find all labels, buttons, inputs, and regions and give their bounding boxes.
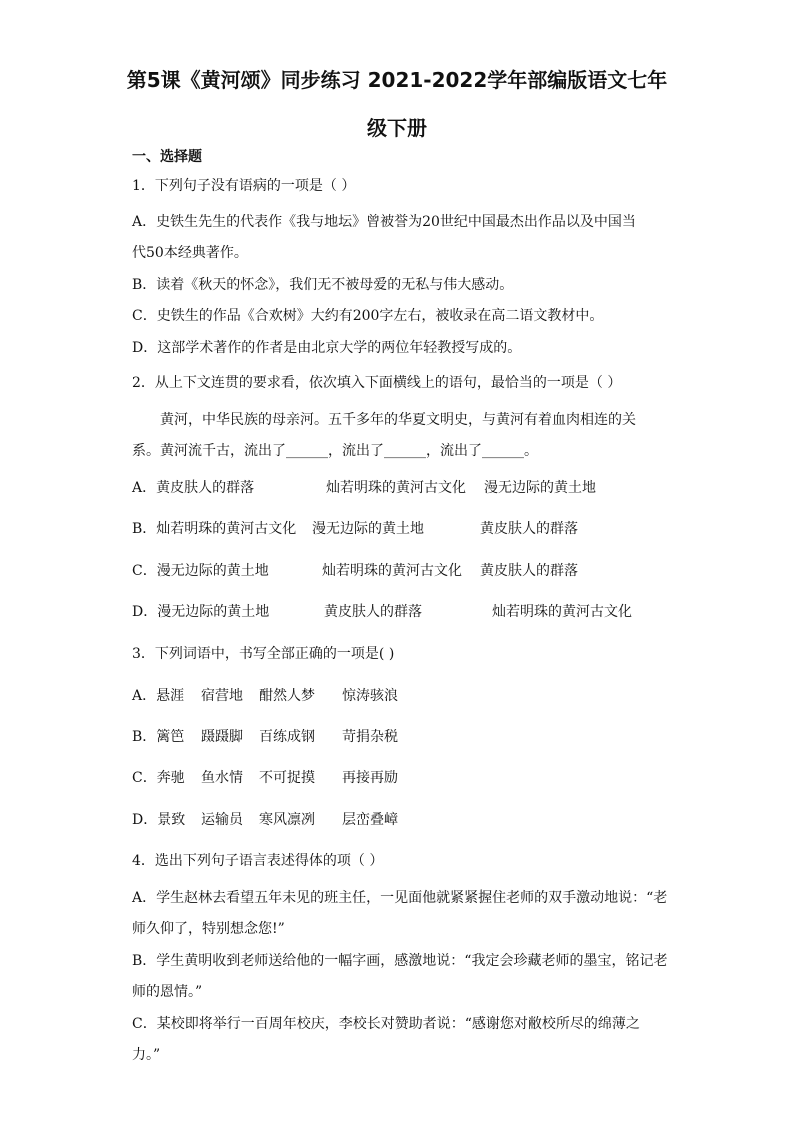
q3-option-b-word3: 百练成钢 <box>259 729 315 745</box>
q2-option-c-item3: 黄皮肤人的群落 <box>480 563 578 579</box>
q4-option-b-cont: 师的恩情。” <box>132 984 203 1000</box>
q4-option-c-cont: 力。” <box>132 1047 161 1063</box>
q1-option-a-cont: 代50本经典著作。 <box>132 245 248 261</box>
q2-option-d-item2: 黄皮肤人的群落 <box>324 604 422 620</box>
q4-option-c: C．某校即将举行一百周年校庆，李校长对赞助者说：“感谢您对敝校所尽的绵薄之 <box>132 1016 640 1032</box>
q3-option-d-word2: 运输员 <box>201 812 243 828</box>
q3-option-a-word4: 惊涛骇浪 <box>342 688 398 704</box>
q3-option-d-word1: D．景致 <box>132 812 186 828</box>
q3-option-c-word3: 不可捉摸 <box>259 770 315 786</box>
q2-option-d-label: D．漫无边际的黄土地 <box>132 604 270 620</box>
q3-option-c-word4: 再接再励 <box>342 770 398 786</box>
q4-option-b: B．学生黄明收到老师送给他的一幅字画，感激地说：“我定会珍藏老师的墨宝，铭记老 <box>132 953 668 969</box>
q1-stem: 1．下列句子没有语病的一项是（ ） <box>132 178 356 194</box>
q4-option-a: A．学生赵林去看望五年未见的班主任，一见面他就紧紧握住老师的双手激动地说：“老 <box>132 890 668 906</box>
q2-option-b-item3: 黄皮肤人的群落 <box>480 521 578 537</box>
q2-stem: 2．从上下文连贯的要求看，依次填入下面横线上的语句，最恰当的一项是（ ） <box>132 375 622 391</box>
q3-option-b-word1: B．篱笆 <box>132 729 185 745</box>
q3-option-d-word4: 层峦叠嶂 <box>342 812 398 828</box>
q2-option-b-item2: 漫无边际的黄土地 <box>312 521 424 537</box>
q3-option-b-word4: 苛捐杂税 <box>342 729 398 745</box>
q1-option-a: A．史铁生先生的代表作《我与地坛》曾被誉为20世纪中国最杰出作品以及中国当 <box>132 214 636 230</box>
q2-option-a-label: A．黄皮肤人的群落 <box>132 480 255 496</box>
q4-option-a-cont: 师久仰了，特别想念您!” <box>132 921 285 937</box>
q3-stem: 3．下列词语中，书写全部正确的一项是( ) <box>132 646 395 662</box>
q1-option-b: B．读着《秋天的怀念》，我们无不被母爱的无私与伟大感动。 <box>132 277 514 293</box>
q3-option-c-word2: 鱼水情 <box>201 770 243 786</box>
q2-option-a-item3: 漫无边际的黄土地 <box>484 480 596 496</box>
q2-option-a-item2: 灿若明珠的黄河古文化 <box>326 480 466 496</box>
q2-option-b-label: B．灿若明珠的黄河古文化 <box>132 521 297 537</box>
page-title-continued: 级下册 <box>367 116 427 140</box>
section-heading: 一、选择题 <box>132 149 202 165</box>
q2-option-c-item2: 灿若明珠的黄河古文化 <box>322 563 462 579</box>
q3-option-d-word3: 寒风凛冽 <box>259 812 315 828</box>
q3-option-a-word3: 酣然人梦 <box>259 688 315 704</box>
q3-option-a-word1: A．悬涯 <box>132 688 185 704</box>
q1-option-c: C．史铁生的作品《合欢树》大约有200字左右，被收录在高二语文教材中。 <box>132 308 604 324</box>
q2-passage: 黄河，中华民族的母亲河。五千多年的华夏文明史，与黄河有着血肉相连的关 <box>160 412 636 428</box>
page-title: 第5课《黄河颂》同步练习 2021-2022学年部编版语文七年 <box>126 68 668 92</box>
q1-option-d: D．这部学术著作的作者是由北京大学的两位年轻教授写成的。 <box>132 340 522 356</box>
q3-option-c-word1: C．奔驰 <box>132 770 185 786</box>
q3-option-b-word2: 蹑蹑脚 <box>201 729 243 745</box>
q4-stem: 4．选出下列句子语言表述得体的项（ ） <box>132 853 384 869</box>
q2-passage-cont: 系。黄河流千古，流出了______，流出了______，流出了______。 <box>132 443 538 459</box>
q2-option-d-item3: 灿若明珠的黄河古文化 <box>492 604 632 620</box>
q2-option-c-label: C．漫无边际的黄土地 <box>132 563 269 579</box>
q3-option-a-word2: 宿营地 <box>201 688 243 704</box>
